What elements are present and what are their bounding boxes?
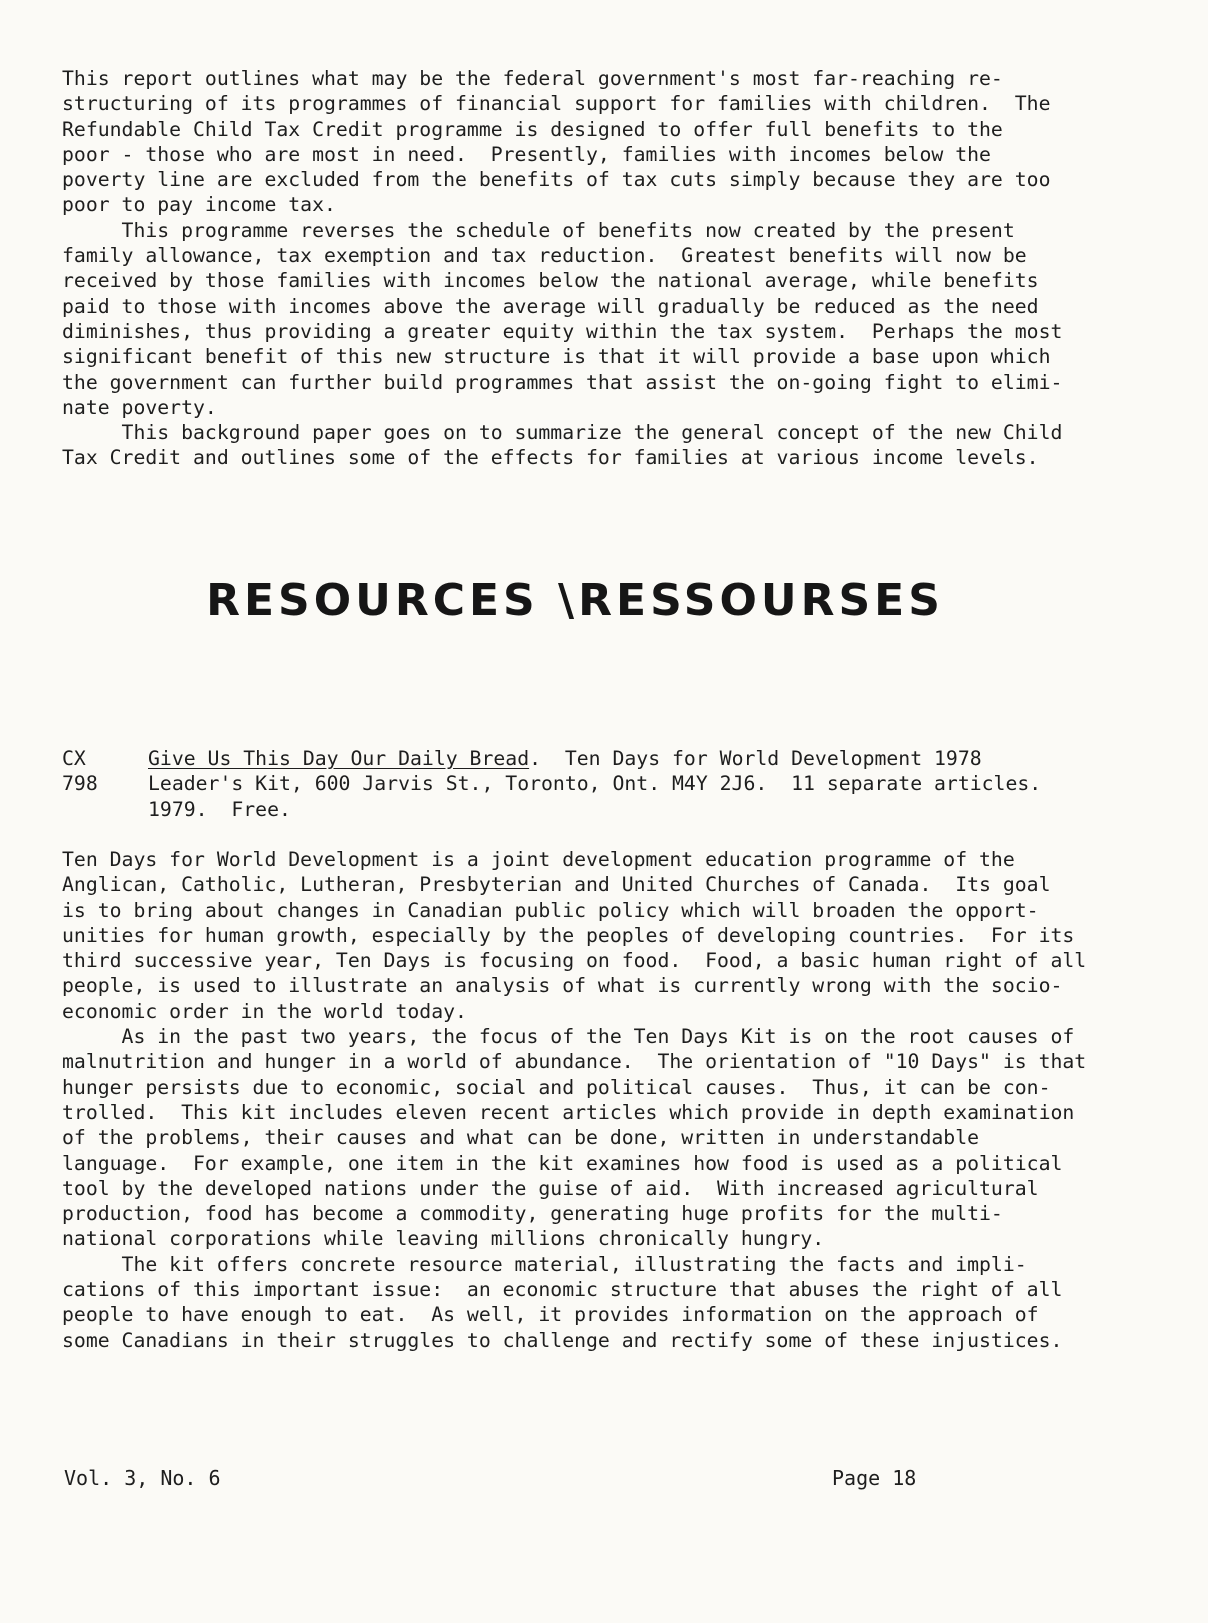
intro-line: family allowance, tax exemption and tax reduction. Greatest benefits will now be	[62, 244, 1027, 268]
intro-line: poor - those who are most in need. Presently, families with incomes below the	[62, 142, 991, 166]
description-line: people, is used to illustrate an analysis of what is currently wrong with the socio-	[62, 974, 1063, 998]
description-line: people to have enough to eat. As well, it provides information on the approach of	[62, 1303, 1039, 1327]
intro-line: This programme reverses the schedule of benefits now created by the present	[62, 218, 1015, 242]
intro-line: nate poverty.	[62, 395, 217, 419]
description-line: of the problems, their causes and what can be done, written in understandable	[62, 1126, 980, 1150]
intro-section	[62, 66, 1142, 471]
resource-code-line: 798	[62, 772, 98, 796]
description-line: production, food has become a commodity, generating huge profits for the multi-	[62, 1202, 1003, 1226]
description-line: economic order in the world today.	[62, 999, 467, 1023]
description-line: language. For example, one item in the kit examines how food is used as a political	[62, 1151, 1063, 1175]
description-line: trolled. This kit includes eleven recent articles which provide in depth examination	[62, 1100, 1075, 1124]
description-line: The kit offers concrete resource material, illustrating the facts and impli-	[62, 1252, 1027, 1276]
citation-line: . Ten Days for World Development 1978	[529, 747, 982, 770]
description-line: cations of this important issue: an economic structure that abuses the right of all	[62, 1278, 1063, 1302]
intro-line: received by those families with incomes below the national average, while benefits	[62, 269, 1039, 293]
description-line: national corporations while leaving millions chronically hungry.	[62, 1227, 825, 1251]
description-line: hunger persists due to economic, social and political causes. Thus, it can be con-	[62, 1075, 1051, 1099]
description-line: third successive year, Ten Days is focusing on food. Food, a basic human right of all	[62, 949, 1087, 973]
intro-line: Refundable Child Tax Credit programme is designed to offer full benefits to the	[62, 117, 1003, 141]
resource-code-line: CX	[62, 747, 86, 770]
intro-line: structuring of its programmes of financial support for families with children. The	[62, 92, 1051, 116]
intro-line: Tax Credit and outlines some of the effects for families at various income levels.	[62, 446, 1039, 470]
volume-number: Vol. 3, No. 6	[64, 1466, 221, 1490]
resource-code	[62, 746, 132, 797]
citation-line: 1979. Free.	[148, 797, 291, 821]
intro-line: This report outlines what may be the federal government's most far-reaching re-	[62, 67, 1003, 90]
description-line: Anglican, Catholic, Lutheran, Presbyterian and United Churches of Canada. Its goal	[62, 873, 1051, 897]
intro-line: This background paper goes on to summarize the general concept of the new Child	[62, 421, 1063, 445]
description-line: As in the past two years, the focus of the Ten Days Kit is on the root causes of	[62, 1025, 1075, 1049]
intro-line: diminishes, thus providing a greater equity within the tax system. Perhaps the most	[62, 319, 1063, 343]
description-line: some Canadians in their struggles to challenge and rectify some of these injustices.	[62, 1328, 1063, 1352]
description-line: unities for human growth, especially by the peoples of developing countries. For its	[62, 923, 1075, 947]
description-line: is to bring about changes in Canadian public policy which will broaden the opport-	[62, 898, 1039, 922]
description-line: malnutrition and hunger in a world of abundance. The orientation of "10 Days" is that	[62, 1050, 1087, 1074]
intro-line: poverty line are excluded from the benefits of tax cuts simply because they are too	[62, 168, 1051, 192]
description-section	[62, 847, 1142, 1353]
page-number: Page 18	[832, 1466, 917, 1490]
intro-line: significant benefit of this new structure is that it will provide a base upon which	[62, 345, 1051, 369]
intro-line: paid to those with incomes above the average will gradually be reduced as the need	[62, 294, 1039, 318]
resource-citation	[148, 746, 1148, 822]
intro-line: the government can further build programmes that assist the on-going fight to elimi-	[62, 370, 1063, 394]
section-heading: RESOURCES \RESSOURSES	[206, 575, 944, 626]
intro-line: poor to pay income tax.	[62, 193, 336, 217]
description-line: Ten Days for World Development is a joint development education programme of the	[62, 848, 1015, 871]
resource-title: Give Us This Day Our Daily Bread	[148, 747, 530, 770]
description-line: tool by the developed nations under the guise of aid. With increased agricultural	[62, 1176, 1039, 1200]
citation-line: Leader's Kit, 600 Jarvis St., Toronto, Ont. M4Y 2J6. 11 separate articles.	[148, 772, 1042, 796]
